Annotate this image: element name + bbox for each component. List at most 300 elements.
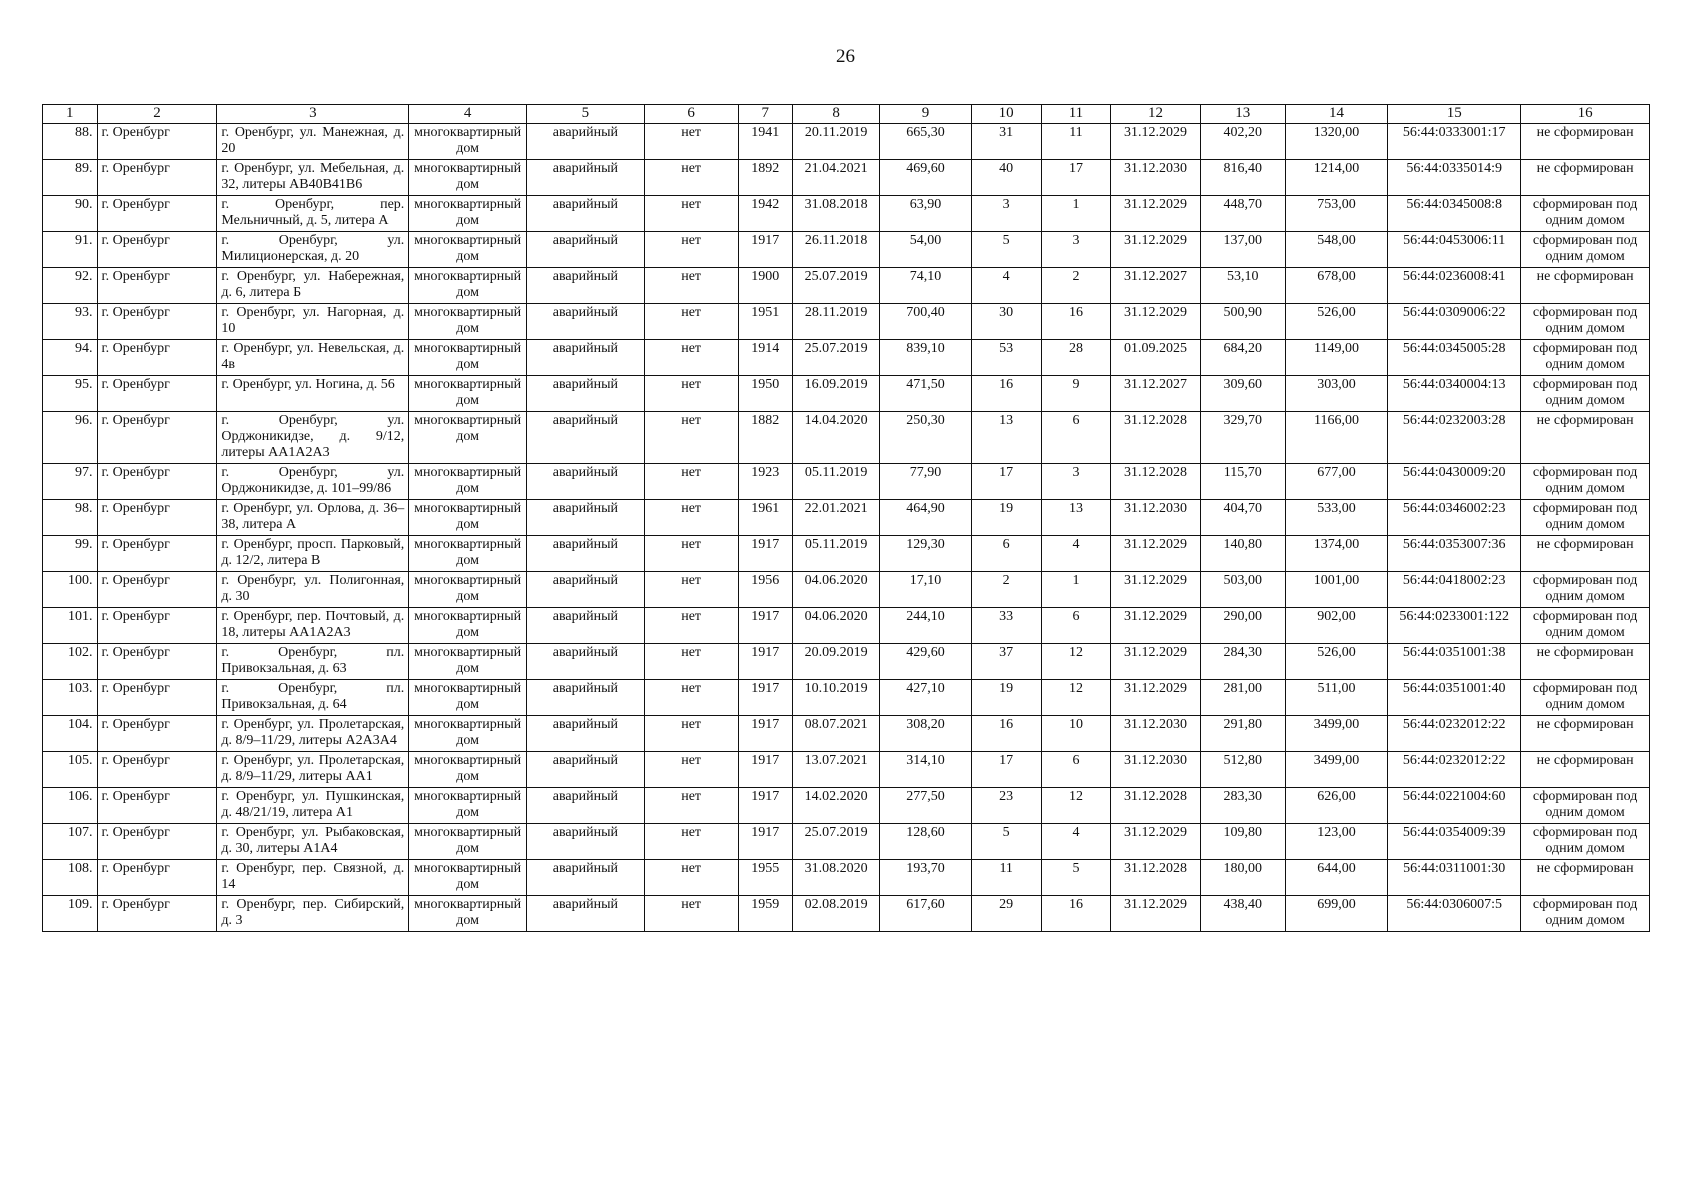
cell-settlement: г. Оренбург xyxy=(97,788,217,824)
cell-building-type: многоквартирный дом xyxy=(409,196,527,232)
table-row xyxy=(43,500,1650,536)
cell-living-area: 617,60 xyxy=(880,896,972,932)
cell-building-type: многоквартирный дом xyxy=(409,500,527,536)
cell-residents-count: 37 xyxy=(971,644,1041,680)
cell-condition: аварийный xyxy=(527,896,645,932)
cell-cadastral-number: 56:44:0453006:11 xyxy=(1388,232,1521,268)
cell-settlement: г. Оренбург xyxy=(97,464,217,500)
cell-planned-date: 31.12.2029 xyxy=(1111,896,1200,932)
cell-address: г. Оренбург, ул. Пушкинская, д. 48/21/19, литера А1 xyxy=(217,788,409,824)
table-row xyxy=(43,896,1650,932)
column-number-8: 8 xyxy=(793,105,880,124)
cell-cadastral-area: 533,00 xyxy=(1285,500,1387,536)
table-row xyxy=(43,232,1650,268)
cell-planned-date: 31.12.2029 xyxy=(1111,304,1200,340)
cell-recognition-date: 13.07.2021 xyxy=(793,752,880,788)
table-row xyxy=(43,680,1650,716)
cell-apartments-count: 17 xyxy=(1041,160,1111,196)
cell-relocation-flag: нет xyxy=(644,896,738,932)
cell-building-type: многоквартирный дом xyxy=(409,124,527,160)
cell-address: г. Оренбург, ул. Набережная, д. 6, литера Б xyxy=(217,268,409,304)
cell-building-type: многоквартирный дом xyxy=(409,268,527,304)
cell-apartments-count: 10 xyxy=(1041,716,1111,752)
cell-plot-area: 281,00 xyxy=(1200,680,1285,716)
cell-recognition-date: 08.07.2021 xyxy=(793,716,880,752)
cell-living-area: 429,60 xyxy=(880,644,972,680)
cell-planned-date: 31.12.2029 xyxy=(1111,572,1200,608)
cell-row-number: 107. xyxy=(43,824,98,860)
cell-land-plot-status: сформирован под одним домом xyxy=(1521,824,1650,860)
cell-apartments-count: 6 xyxy=(1041,608,1111,644)
cell-year-built: 1941 xyxy=(738,124,793,160)
cell-residents-count: 31 xyxy=(971,124,1041,160)
cell-cadastral-number: 56:44:0335014:9 xyxy=(1388,160,1521,196)
cell-cadastral-area: 644,00 xyxy=(1285,860,1387,896)
cell-row-number: 97. xyxy=(43,464,98,500)
cell-relocation-flag: нет xyxy=(644,376,738,412)
column-number-row xyxy=(43,105,1650,124)
cell-row-number: 103. xyxy=(43,680,98,716)
cell-land-plot-status: сформирован под одним домом xyxy=(1521,680,1650,716)
cell-year-built: 1917 xyxy=(738,608,793,644)
cell-settlement: г. Оренбург xyxy=(97,644,217,680)
cell-condition: аварийный xyxy=(527,716,645,752)
cell-row-number: 99. xyxy=(43,536,98,572)
cell-residents-count: 4 xyxy=(971,268,1041,304)
table-row xyxy=(43,160,1650,196)
cell-residents-count: 6 xyxy=(971,536,1041,572)
cell-plot-area: 329,70 xyxy=(1200,412,1285,464)
cell-building-type: многоквартирный дом xyxy=(409,160,527,196)
cell-apartments-count: 12 xyxy=(1041,644,1111,680)
cell-relocation-flag: нет xyxy=(644,716,738,752)
cell-planned-date: 31.12.2028 xyxy=(1111,860,1200,896)
cell-apartments-count: 1 xyxy=(1041,572,1111,608)
cell-recognition-date: 22.01.2021 xyxy=(793,500,880,536)
cell-row-number: 105. xyxy=(43,752,98,788)
cell-living-area: 129,30 xyxy=(880,536,972,572)
cell-cadastral-area: 548,00 xyxy=(1285,232,1387,268)
cell-land-plot-status: не сформирован xyxy=(1521,716,1650,752)
cell-year-built: 1917 xyxy=(738,752,793,788)
cell-land-plot-status: не сформирован xyxy=(1521,644,1650,680)
cell-condition: аварийный xyxy=(527,788,645,824)
cell-living-area: 250,30 xyxy=(880,412,972,464)
table-row xyxy=(43,464,1650,500)
cell-building-type: многоквартирный дом xyxy=(409,680,527,716)
cell-building-type: многоквартирный дом xyxy=(409,572,527,608)
cell-cadastral-number: 56:44:0309006:22 xyxy=(1388,304,1521,340)
cell-land-plot-status: сформирован под одним домом xyxy=(1521,572,1650,608)
cell-relocation-flag: нет xyxy=(644,124,738,160)
cell-plot-area: 402,20 xyxy=(1200,124,1285,160)
cell-land-plot-status: сформирован под одним домом xyxy=(1521,340,1650,376)
cell-row-number: 106. xyxy=(43,788,98,824)
cell-apartments-count: 3 xyxy=(1041,464,1111,500)
cell-condition: аварийный xyxy=(527,268,645,304)
cell-planned-date: 31.12.2030 xyxy=(1111,160,1200,196)
cell-recognition-date: 02.08.2019 xyxy=(793,896,880,932)
cell-land-plot-status: сформирован под одним домом xyxy=(1521,464,1650,500)
cell-cadastral-area: 902,00 xyxy=(1285,608,1387,644)
cell-relocation-flag: нет xyxy=(644,860,738,896)
cell-land-plot-status: не сформирован xyxy=(1521,160,1650,196)
cell-cadastral-number: 56:44:0351001:40 xyxy=(1388,680,1521,716)
cell-row-number: 88. xyxy=(43,124,98,160)
cell-residents-count: 13 xyxy=(971,412,1041,464)
cell-settlement: г. Оренбург xyxy=(97,196,217,232)
cell-apartments-count: 16 xyxy=(1041,304,1111,340)
cell-condition: аварийный xyxy=(527,376,645,412)
cell-year-built: 1892 xyxy=(738,160,793,196)
cell-relocation-flag: нет xyxy=(644,824,738,860)
cell-building-type: многоквартирный дом xyxy=(409,304,527,340)
cell-settlement: г. Оренбург xyxy=(97,824,217,860)
cell-relocation-flag: нет xyxy=(644,608,738,644)
cell-planned-date: 01.09.2025 xyxy=(1111,340,1200,376)
cell-cadastral-number: 56:44:0418002:23 xyxy=(1388,572,1521,608)
cell-living-area: 277,50 xyxy=(880,788,972,824)
cell-plot-area: 140,80 xyxy=(1200,536,1285,572)
cell-apartments-count: 9 xyxy=(1041,376,1111,412)
cell-relocation-flag: нет xyxy=(644,536,738,572)
table-row xyxy=(43,608,1650,644)
cell-address: г. Оренбург, пер. Мельничный, д. 5, литера А xyxy=(217,196,409,232)
cell-apartments-count: 6 xyxy=(1041,412,1111,464)
cell-plot-area: 684,20 xyxy=(1200,340,1285,376)
cell-recognition-date: 25.07.2019 xyxy=(793,824,880,860)
cell-living-area: 77,90 xyxy=(880,464,972,500)
column-number-13: 13 xyxy=(1200,105,1285,124)
cell-address: г. Оренбург, ул. Невельская, д. 4в xyxy=(217,340,409,376)
table-row xyxy=(43,824,1650,860)
cell-settlement: г. Оренбург xyxy=(97,124,217,160)
cell-cadastral-area: 526,00 xyxy=(1285,304,1387,340)
cell-address: г. Оренбург, ул. Пролетарская, д. 8/9–11/29, литеры АА1 xyxy=(217,752,409,788)
cell-planned-date: 31.12.2029 xyxy=(1111,232,1200,268)
cell-land-plot-status: не сформирован xyxy=(1521,268,1650,304)
cell-plot-area: 503,00 xyxy=(1200,572,1285,608)
cell-living-area: 469,60 xyxy=(880,160,972,196)
cell-row-number: 101. xyxy=(43,608,98,644)
cell-cadastral-number: 56:44:0232003:28 xyxy=(1388,412,1521,464)
cell-living-area: 471,50 xyxy=(880,376,972,412)
table-row xyxy=(43,304,1650,340)
cell-address: г. Оренбург, ул. Ногина, д. 56 xyxy=(217,376,409,412)
cell-condition: аварийный xyxy=(527,644,645,680)
cell-living-area: 74,10 xyxy=(880,268,972,304)
cell-recognition-date: 14.04.2020 xyxy=(793,412,880,464)
cell-recognition-date: 28.11.2019 xyxy=(793,304,880,340)
cell-recognition-date: 04.06.2020 xyxy=(793,608,880,644)
cell-cadastral-area: 3499,00 xyxy=(1285,752,1387,788)
cell-recognition-date: 04.06.2020 xyxy=(793,572,880,608)
cell-relocation-flag: нет xyxy=(644,412,738,464)
column-number-2: 2 xyxy=(97,105,217,124)
cell-year-built: 1955 xyxy=(738,860,793,896)
table-row xyxy=(43,124,1650,160)
cell-relocation-flag: нет xyxy=(644,232,738,268)
cell-recognition-date: 20.11.2019 xyxy=(793,124,880,160)
cell-cadastral-area: 511,00 xyxy=(1285,680,1387,716)
cell-year-built: 1917 xyxy=(738,680,793,716)
cell-apartments-count: 16 xyxy=(1041,896,1111,932)
cell-living-area: 128,60 xyxy=(880,824,972,860)
cell-cadastral-number: 56:44:0345008:8 xyxy=(1388,196,1521,232)
cell-condition: аварийный xyxy=(527,680,645,716)
cell-land-plot-status: сформирован под одним домом xyxy=(1521,788,1650,824)
column-number-15: 15 xyxy=(1388,105,1521,124)
cell-address: г. Оренбург, ул. Рыбаковская, д. 30, литеры А1А4 xyxy=(217,824,409,860)
table-row xyxy=(43,412,1650,464)
cell-condition: аварийный xyxy=(527,572,645,608)
cell-plot-area: 448,70 xyxy=(1200,196,1285,232)
cell-planned-date: 31.12.2029 xyxy=(1111,536,1200,572)
cell-building-type: многоквартирный дом xyxy=(409,340,527,376)
cell-living-area: 54,00 xyxy=(880,232,972,268)
cell-living-area: 193,70 xyxy=(880,860,972,896)
cell-cadastral-area: 678,00 xyxy=(1285,268,1387,304)
cell-apartments-count: 13 xyxy=(1041,500,1111,536)
cell-plot-area: 115,70 xyxy=(1200,464,1285,500)
table-row xyxy=(43,340,1650,376)
cell-apartments-count: 5 xyxy=(1041,860,1111,896)
cell-land-plot-status: не сформирован xyxy=(1521,536,1650,572)
cell-residents-count: 23 xyxy=(971,788,1041,824)
cell-cadastral-number: 56:44:0354009:39 xyxy=(1388,824,1521,860)
cell-address: г. Оренбург, ул. Нагорная, д. 10 xyxy=(217,304,409,340)
cell-recognition-date: 31.08.2018 xyxy=(793,196,880,232)
cell-settlement: г. Оренбург xyxy=(97,340,217,376)
cell-recognition-date: 05.11.2019 xyxy=(793,464,880,500)
column-number-11: 11 xyxy=(1041,105,1111,124)
cell-building-type: многоквартирный дом xyxy=(409,824,527,860)
cell-row-number: 92. xyxy=(43,268,98,304)
cell-row-number: 93. xyxy=(43,304,98,340)
cell-row-number: 102. xyxy=(43,644,98,680)
cell-plot-area: 404,70 xyxy=(1200,500,1285,536)
cell-recognition-date: 10.10.2019 xyxy=(793,680,880,716)
cell-planned-date: 31.12.2029 xyxy=(1111,196,1200,232)
cell-residents-count: 11 xyxy=(971,860,1041,896)
cell-row-number: 109. xyxy=(43,896,98,932)
cell-land-plot-status: сформирован под одним домом xyxy=(1521,196,1650,232)
table-row xyxy=(43,572,1650,608)
cell-address: г. Оренбург, пер. Связной, д. 14 xyxy=(217,860,409,896)
cell-cadastral-number: 56:44:0311001:30 xyxy=(1388,860,1521,896)
cell-year-built: 1917 xyxy=(738,536,793,572)
cell-cadastral-number: 56:44:0232012:22 xyxy=(1388,716,1521,752)
page-number: 26 xyxy=(836,46,855,67)
cell-residents-count: 17 xyxy=(971,464,1041,500)
cell-relocation-flag: нет xyxy=(644,644,738,680)
column-number-4: 4 xyxy=(409,105,527,124)
cell-address: г. Оренбург, ул. Пролетарская, д. 8/9–11/29, литеры А2А3А4 xyxy=(217,716,409,752)
cell-land-plot-status: не сформирован xyxy=(1521,752,1650,788)
cell-building-type: многоквартирный дом xyxy=(409,464,527,500)
cell-recognition-date: 21.04.2021 xyxy=(793,160,880,196)
cell-relocation-flag: нет xyxy=(644,464,738,500)
cell-settlement: г. Оренбург xyxy=(97,752,217,788)
column-number-9: 9 xyxy=(880,105,972,124)
cell-row-number: 98. xyxy=(43,500,98,536)
cell-year-built: 1917 xyxy=(738,788,793,824)
cell-recognition-date: 16.09.2019 xyxy=(793,376,880,412)
cell-planned-date: 31.12.2027 xyxy=(1111,268,1200,304)
cell-condition: аварийный xyxy=(527,340,645,376)
cell-cadastral-number: 56:44:0351001:38 xyxy=(1388,644,1521,680)
cell-row-number: 91. xyxy=(43,232,98,268)
cell-address: г. Оренбург, ул. Милиционерская, д. 20 xyxy=(217,232,409,268)
cell-living-area: 244,10 xyxy=(880,608,972,644)
cell-planned-date: 31.12.2030 xyxy=(1111,500,1200,536)
cell-relocation-flag: нет xyxy=(644,160,738,196)
cell-plot-area: 309,60 xyxy=(1200,376,1285,412)
cell-address: г. Оренбург, ул. Полигонная, д. 30 xyxy=(217,572,409,608)
cell-row-number: 108. xyxy=(43,860,98,896)
cell-cadastral-number: 56:44:0232012:22 xyxy=(1388,752,1521,788)
cell-plot-area: 438,40 xyxy=(1200,896,1285,932)
cell-relocation-flag: нет xyxy=(644,268,738,304)
table-row xyxy=(43,860,1650,896)
cell-cadastral-area: 303,00 xyxy=(1285,376,1387,412)
cell-building-type: многоквартирный дом xyxy=(409,376,527,412)
cell-living-area: 308,20 xyxy=(880,716,972,752)
cell-apartments-count: 6 xyxy=(1041,752,1111,788)
cell-plot-area: 512,80 xyxy=(1200,752,1285,788)
cell-settlement: г. Оренбург xyxy=(97,412,217,464)
cell-address: г. Оренбург, ул. Орлова, д. 36–38, литера А xyxy=(217,500,409,536)
cell-plot-area: 109,80 xyxy=(1200,824,1285,860)
cell-year-built: 1951 xyxy=(738,304,793,340)
column-number-12: 12 xyxy=(1111,105,1200,124)
cell-cadastral-number: 56:44:0346002:23 xyxy=(1388,500,1521,536)
cell-apartments-count: 3 xyxy=(1041,232,1111,268)
cell-year-built: 1917 xyxy=(738,232,793,268)
cell-settlement: г. Оренбург xyxy=(97,304,217,340)
cell-residents-count: 17 xyxy=(971,752,1041,788)
cell-year-built: 1942 xyxy=(738,196,793,232)
cell-cadastral-number: 56:44:0353007:36 xyxy=(1388,536,1521,572)
cell-land-plot-status: не сформирован xyxy=(1521,860,1650,896)
cell-plot-area: 500,90 xyxy=(1200,304,1285,340)
cell-planned-date: 31.12.2028 xyxy=(1111,464,1200,500)
cell-building-type: многоквартирный дом xyxy=(409,752,527,788)
cell-apartments-count: 2 xyxy=(1041,268,1111,304)
table-row xyxy=(43,268,1650,304)
cell-apartments-count: 4 xyxy=(1041,536,1111,572)
cell-row-number: 90. xyxy=(43,196,98,232)
cell-land-plot-status: сформирован под одним домом xyxy=(1521,896,1650,932)
cell-cadastral-area: 626,00 xyxy=(1285,788,1387,824)
cell-apartments-count: 28 xyxy=(1041,340,1111,376)
cell-recognition-date: 14.02.2020 xyxy=(793,788,880,824)
cell-condition: аварийный xyxy=(527,412,645,464)
cell-recognition-date: 05.11.2019 xyxy=(793,536,880,572)
cell-settlement: г. Оренбург xyxy=(97,376,217,412)
cell-relocation-flag: нет xyxy=(644,196,738,232)
cell-cadastral-area: 526,00 xyxy=(1285,644,1387,680)
cell-apartments-count: 1 xyxy=(1041,196,1111,232)
cell-apartments-count: 12 xyxy=(1041,680,1111,716)
cell-address: г. Оренбург, ул. Орджоникидзе, д. 9/12, литеры АА1А2А3 xyxy=(217,412,409,464)
cell-address: г. Оренбург, пер. Почтовый, д. 18, литеры АА1А2А3 xyxy=(217,608,409,644)
cell-building-type: многоквартирный дом xyxy=(409,716,527,752)
cell-cadastral-area: 1214,00 xyxy=(1285,160,1387,196)
cell-condition: аварийный xyxy=(527,860,645,896)
cell-year-built: 1882 xyxy=(738,412,793,464)
cell-cadastral-area: 1001,00 xyxy=(1285,572,1387,608)
cell-condition: аварийный xyxy=(527,500,645,536)
cell-year-built: 1923 xyxy=(738,464,793,500)
cell-planned-date: 31.12.2029 xyxy=(1111,824,1200,860)
cell-settlement: г. Оренбург xyxy=(97,680,217,716)
cell-recognition-date: 25.07.2019 xyxy=(793,340,880,376)
cell-cadastral-area: 3499,00 xyxy=(1285,716,1387,752)
cell-planned-date: 31.12.2029 xyxy=(1111,680,1200,716)
cell-year-built: 1917 xyxy=(738,716,793,752)
cell-residents-count: 30 xyxy=(971,304,1041,340)
cell-residents-count: 2 xyxy=(971,572,1041,608)
cell-residents-count: 19 xyxy=(971,680,1041,716)
cell-building-type: многоквартирный дом xyxy=(409,788,527,824)
cell-relocation-flag: нет xyxy=(644,680,738,716)
cell-cadastral-number: 56:44:0345005:28 xyxy=(1388,340,1521,376)
cell-planned-date: 31.12.2030 xyxy=(1111,752,1200,788)
column-number-7: 7 xyxy=(738,105,793,124)
cell-row-number: 94. xyxy=(43,340,98,376)
cell-cadastral-area: 699,00 xyxy=(1285,896,1387,932)
table-row xyxy=(43,196,1650,232)
cell-plot-area: 53,10 xyxy=(1200,268,1285,304)
cell-cadastral-area: 677,00 xyxy=(1285,464,1387,500)
cell-cadastral-area: 1320,00 xyxy=(1285,124,1387,160)
cell-address: г. Оренбург, пер. Сибирский, д. 3 xyxy=(217,896,409,932)
cell-plot-area: 283,30 xyxy=(1200,788,1285,824)
cell-residents-count: 3 xyxy=(971,196,1041,232)
cell-cadastral-number: 56:44:0233001:122 xyxy=(1388,608,1521,644)
cell-land-plot-status: сформирован под одним домом xyxy=(1521,304,1650,340)
cell-residents-count: 16 xyxy=(971,376,1041,412)
housing-registry-table xyxy=(42,104,1650,932)
cell-relocation-flag: нет xyxy=(644,572,738,608)
cell-living-area: 17,10 xyxy=(880,572,972,608)
cell-recognition-date: 25.07.2019 xyxy=(793,268,880,304)
cell-plot-area: 180,00 xyxy=(1200,860,1285,896)
cell-living-area: 700,40 xyxy=(880,304,972,340)
cell-planned-date: 31.12.2028 xyxy=(1111,412,1200,464)
cell-recognition-date: 31.08.2020 xyxy=(793,860,880,896)
table-row xyxy=(43,788,1650,824)
cell-condition: аварийный xyxy=(527,196,645,232)
cell-address: г. Оренбург, пл. Привокзальная, д. 64 xyxy=(217,680,409,716)
cell-address: г. Оренбург, пл. Привокзальная, д. 63 xyxy=(217,644,409,680)
cell-condition: аварийный xyxy=(527,536,645,572)
cell-cadastral-number: 56:44:0236008:41 xyxy=(1388,268,1521,304)
cell-cadastral-area: 1149,00 xyxy=(1285,340,1387,376)
cell-condition: аварийный xyxy=(527,232,645,268)
cell-relocation-flag: нет xyxy=(644,788,738,824)
cell-building-type: многоквартирный дом xyxy=(409,412,527,464)
cell-living-area: 427,10 xyxy=(880,680,972,716)
cell-cadastral-number: 56:44:0306007:5 xyxy=(1388,896,1521,932)
cell-condition: аварийный xyxy=(527,824,645,860)
cell-planned-date: 31.12.2029 xyxy=(1111,124,1200,160)
cell-cadastral-number: 56:44:0221004:60 xyxy=(1388,788,1521,824)
cell-living-area: 839,10 xyxy=(880,340,972,376)
cell-year-built: 1917 xyxy=(738,644,793,680)
cell-address: г. Оренбург, просп. Парковый, д. 12/2, литера В xyxy=(217,536,409,572)
